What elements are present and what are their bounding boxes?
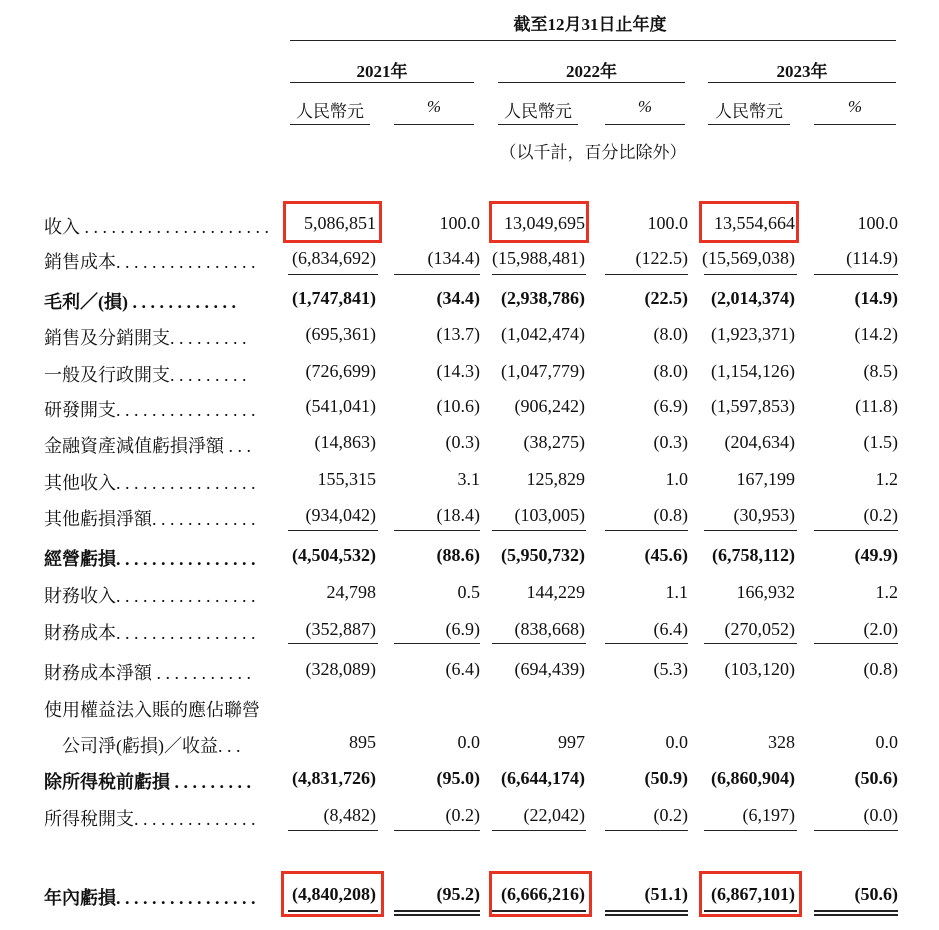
cell-rmb: (6,666,216) [501,884,585,904]
subtotal-rule [492,274,586,275]
cell-pct: (95.2) [436,884,480,904]
row-label: 銷售成本. . . . . . . . . . . . . . . . [44,252,256,272]
row-label: 其他收入. . . . . . . . . . . . . . . . [44,473,256,493]
cell-rmb: (695,361) [305,324,376,344]
year-2022: 2022年 [566,62,617,81]
row-label: 毛利／(損) . . . . . . . . . . . . [44,292,236,312]
cell-pct: (2.0) [863,619,898,639]
unit-note: （以千計，百分比除外） [499,143,687,162]
cell-pct: (0.2) [653,805,688,825]
cell-rmb: 13,554,664 [714,213,795,233]
cell-rmb: (6,758,112) [712,545,795,565]
row-label: 經營虧損. . . . . . . . . . . . . . . . [44,549,256,569]
total-double-rule [394,914,480,916]
col-rmb-2023: 人民幣元 [715,102,783,121]
row-label: 公司淨(虧損)／收益. . . [44,736,241,756]
highlight-revenue-2022 [489,201,589,243]
cell-pct: (6.4) [445,659,480,679]
cell-pct: 100.0 [857,213,898,233]
subtotal-rule [814,643,898,644]
subtotal-rule [492,830,586,831]
cell-rmb: (838,668) [514,619,585,639]
cell-rmb: (15,569,038) [702,248,795,268]
highlight-revenue-2021 [283,201,382,243]
cell-pct: (49.9) [854,545,898,565]
year-2021: 2021年 [356,62,408,81]
cell-pct: 0.0 [457,732,480,752]
row-label: 一般及行政開支. . . . . . . . . [44,365,247,385]
highlight-loss-2023 [699,871,802,917]
cell-rmb: (204,634) [724,432,795,452]
subtotal-rule [394,830,480,831]
cell-pct: 100.0 [439,213,480,233]
subtotal-rule [288,274,378,275]
col-rmb-2021: 人民幣元 [296,102,364,121]
cell-rmb: (6,867,101) [711,884,795,904]
cell-pct: (45.6) [644,545,688,565]
cell-pct: (88.6) [436,545,480,565]
subtotal-rule [605,830,688,831]
subtotal-rule [288,530,378,531]
subtotal-rule [492,530,586,531]
row-label: 年內虧損. . . . . . . . . . . . . . . . [44,888,256,908]
subtotal-rule [288,643,378,644]
cell-pct: (14.2) [854,324,898,344]
subtotal-rule [704,530,797,531]
cell-pct: (18.4) [436,505,480,525]
sub-underline [605,124,685,125]
period-header: 截至12月31日止年度 [513,15,667,34]
cell-rmb: (1,047,779) [501,361,585,381]
row-label: 財務收入. . . . . . . . . . . . . . . . [44,586,256,606]
cell-pct: 1.2 [875,469,898,489]
cell-rmb: (934,042) [305,505,376,525]
subtotal-rule [288,830,378,831]
cell-rmb: 125,829 [526,469,585,489]
cell-rmb: 13,049,695 [504,213,585,233]
cell-pct: (5.3) [653,659,688,679]
cell-rmb: 997 [558,732,585,752]
row-label: 財務成本. . . . . . . . . . . . . . . . [44,623,256,643]
row-label: 財務成本淨額 . . . . . . . . . . . [44,663,251,683]
cell-rmb: (906,242) [514,396,585,416]
cell-pct: (13.7) [436,324,480,344]
total-double-rule [605,914,688,916]
cell-rmb: (4,504,532) [292,545,376,565]
subtotal-rule [394,530,480,531]
cell-rmb: (1,042,474) [501,324,585,344]
row-label: 金融資產減值虧損淨額 . . . [44,436,251,456]
cell-pct: (50.9) [644,768,688,788]
year-underline-2021 [290,82,474,83]
cell-rmb: (6,860,904) [711,768,795,788]
cell-pct: (10.6) [436,396,480,416]
cell-pct: (6.9) [445,619,480,639]
highlight-loss-2022 [489,871,592,917]
cell-rmb: (1,597,853) [711,396,795,416]
cell-pct: 0.0 [665,732,688,752]
cell-pct: (95.0) [436,768,480,788]
cell-rmb: (352,887) [305,619,376,639]
cell-rmb: (1,923,371) [711,324,795,344]
row-label: 其他虧損淨額. . . . . . . . . . . . [44,509,256,529]
cell-pct: (1.5) [863,432,898,452]
cell-rmb: (1,747,841) [292,288,376,308]
subtotal-rule [394,643,480,644]
year-underline-2022 [498,82,685,83]
year-underline-2023 [708,82,896,83]
cell-rmb: (270,052) [724,619,795,639]
cell-pct: (0.8) [863,659,898,679]
cell-pct: 1.0 [665,469,688,489]
period-underline [290,40,896,41]
cell-pct: (114.9) [846,248,898,268]
subtotal-rule [814,274,898,275]
cell-rmb: (2,014,374) [711,288,795,308]
row-label: 研發開支. . . . . . . . . . . . . . . . [44,400,256,420]
cell-pct: (8.0) [653,324,688,344]
total-double-rule [814,910,898,912]
cell-rmb: 167,199 [736,469,795,489]
sub-underline [708,124,790,125]
cell-rmb: (4,840,208) [292,884,376,904]
subtotal-rule [814,530,898,531]
cell-pct: (50.6) [854,768,898,788]
cell-rmb: (328,089) [305,659,376,679]
subtotal-rule [492,643,586,644]
sub-underline [814,124,896,125]
cell-pct: (6.4) [653,619,688,639]
cell-pct: 100.0 [647,213,688,233]
cell-pct: (134.4) [427,248,480,268]
row-label: 除所得稅前虧損 . . . . . . . . . [44,772,251,792]
cell-rmb: (38,275) [523,432,585,452]
total-double-rule [394,910,480,912]
subtotal-rule [814,830,898,831]
cell-rmb: (15,988,481) [492,248,585,268]
row-label: 使用權益法入賬的應佔聯營 [44,700,260,720]
cell-pct: (22.5) [644,288,688,308]
row-label: 收入 . . . . . . . . . . . . . . . . . . . . . [44,217,269,237]
sub-underline [498,124,578,125]
col-rmb-2022: 人民幣元 [504,102,572,121]
cell-rmb: 895 [349,732,376,752]
cell-rmb: (103,005) [514,505,585,525]
cell-pct: (50.6) [854,884,898,904]
cell-rmb: 328 [768,732,795,752]
cell-pct: (0.0) [863,805,898,825]
subtotal-rule [605,643,688,644]
row-label: 所得稅開支. . . . . . . . . . . . . . [44,809,256,829]
cell-rmb: (22,042) [523,805,585,825]
row-label: 銷售及分銷開支. . . . . . . . . [44,328,247,348]
cell-rmb: 5,086,851 [304,213,376,233]
highlight-loss-2021 [281,871,384,917]
cell-rmb: (5,950,732) [501,545,585,565]
col-pct-2022: % [637,97,653,116]
cell-rmb: (6,644,174) [501,768,585,788]
cell-pct: (0.8) [653,505,688,525]
cell-rmb: (6,834,692) [292,248,376,268]
cell-rmb: (1,154,126) [711,361,795,381]
cell-pct: (11.8) [855,396,898,416]
cell-rmb: (541,041) [305,396,376,416]
cell-pct: (8.0) [653,361,688,381]
cell-pct: (14.9) [854,288,898,308]
total-double-rule [814,914,898,916]
total-double-rule [605,910,688,912]
cell-rmb: (8,482) [323,805,376,825]
subtotal-rule [605,274,688,275]
cell-pct: (14.3) [436,361,480,381]
cell-pct: (0.3) [445,432,480,452]
subtotal-rule [394,274,480,275]
cell-pct: 1.2 [875,582,898,602]
subtotal-rule [605,530,688,531]
cell-rmb: (14,863) [314,432,376,452]
subtotal-rule [704,274,797,275]
cell-pct: 1.1 [665,582,688,602]
subtotal-rule [704,643,797,644]
cell-pct: (0.2) [863,505,898,525]
highlight-revenue-2023 [699,201,799,243]
cell-pct: (0.2) [445,805,480,825]
sub-underline [394,124,474,125]
cell-rmb: 144,229 [526,582,585,602]
subtotal-rule [704,830,797,831]
cell-rmb: (694,439) [514,659,585,679]
cell-pct: (51.1) [644,884,688,904]
cell-pct: 0.0 [875,732,898,752]
cell-rmb: 24,798 [326,582,376,602]
cell-rmb: 166,932 [736,582,795,602]
cell-rmb: (103,120) [724,659,795,679]
cell-rmb: (726,699) [305,361,376,381]
cell-rmb: (2,938,786) [501,288,585,308]
year-2023: 2023年 [776,62,828,81]
cell-pct: 0.5 [457,582,480,602]
sub-underline [290,124,370,125]
cell-pct: (6.9) [653,396,688,416]
cell-pct: (122.5) [635,248,688,268]
cell-rmb: (30,953) [733,505,795,525]
cell-rmb: 155,315 [317,469,376,489]
cell-pct: 3.1 [457,469,480,489]
col-pct-2023: % [847,97,863,116]
cell-rmb: (6,197) [742,805,795,825]
cell-rmb: (4,831,726) [292,768,376,788]
col-pct-2021: % [426,97,442,116]
cell-pct: (34.4) [436,288,480,308]
cell-pct: (0.3) [653,432,688,452]
cell-pct: (8.5) [863,361,898,381]
